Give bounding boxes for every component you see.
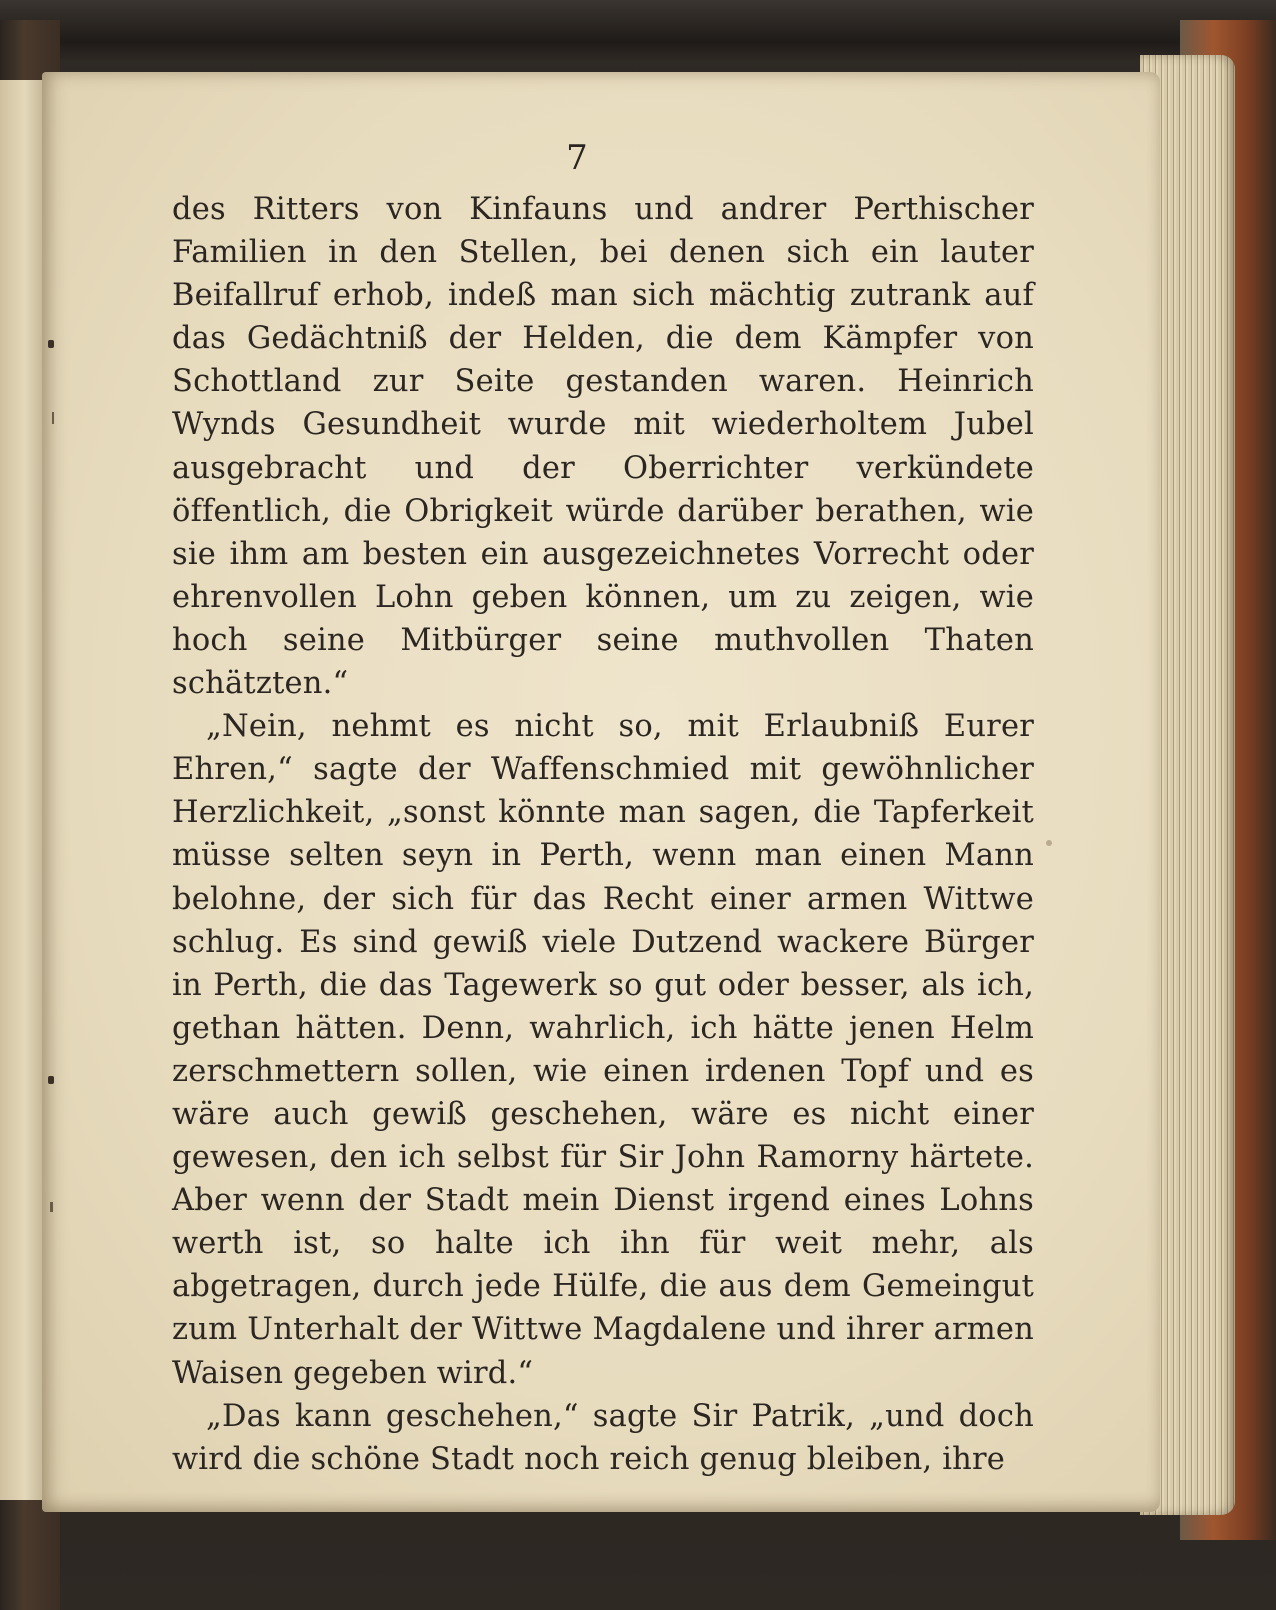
- book-binding-top: [0, 0, 1276, 60]
- page-number: 7: [566, 138, 588, 178]
- paper-speck: [1046, 840, 1052, 846]
- paragraph: „Das kann geschehen,“ sagte Sir Patrik, „und doch wird die schöne Stadt noch reich genug bleiben, ihre: [172, 1398, 1034, 1477]
- margin-mark: [48, 1076, 54, 1084]
- paragraph: des Ritters von Kinfauns und andrer Perthischer Familien in den Stellen, bei denen sich ein lauter Beifallruf erhob, indeß man sich mächtig zutrank auf das Gedächtniß der Helden, die dem Kämpfer von Schottland zur Seite gestanden waren. Heinrich Wynds Gesundheit wurde mit wiederholtem Jubel ausgebracht und der Oberrichter verkündete öffentlich, die Obrigkeit würde darüber berathen, wie sie ihm am besten ein ausgezeichnetes Vorrecht oder ehrenvollen Lohn geben können, um zu zeigen, wie hoch seine Mitbürger seine muthvollen Thaten schätzten.“: [172, 192, 1034, 702]
- margin-mark: [52, 412, 54, 424]
- paragraph: „Nein, nehmt es nicht so, mit Erlaubniß Eurer Ehren,“ sagte der Waffenschmied mit gewöhnlicher Herzlichkeit, „sonst könnte man sagen, die Tapferkeit müsse selten seyn in Perth, wenn man einen Mann belohne, der sich für das Recht einer armen Wittwe schlug. Es sind gewiß viele Dutzend wackere Bürger in Perth, die das Tagewerk so gut oder besser, als ich, gethan hätten. Denn, wahrlich, ich hätte jenen Helm zerschmettern sollen, wie einen irdenen Topf und es wäre auch gewiß geschehen, wäre es nicht einer gewesen, den ich selbst für Sir John Ramorny härtete. Aber wenn der Stadt mein Dienst irgend eines Lohns werth ist, so halte ich ihn für weit mehr, als abgetragen, durch jede Hülfe, die aus dem Gemeingut zum Unterhalt der Wittwe Magdalene und ihrer armen Waisen gegeben wird.“: [172, 709, 1034, 1391]
- book-page: [42, 72, 1160, 1512]
- margin-mark: [48, 340, 54, 348]
- margin-mark: [50, 1202, 53, 1212]
- body-text: [172, 188, 1034, 1481]
